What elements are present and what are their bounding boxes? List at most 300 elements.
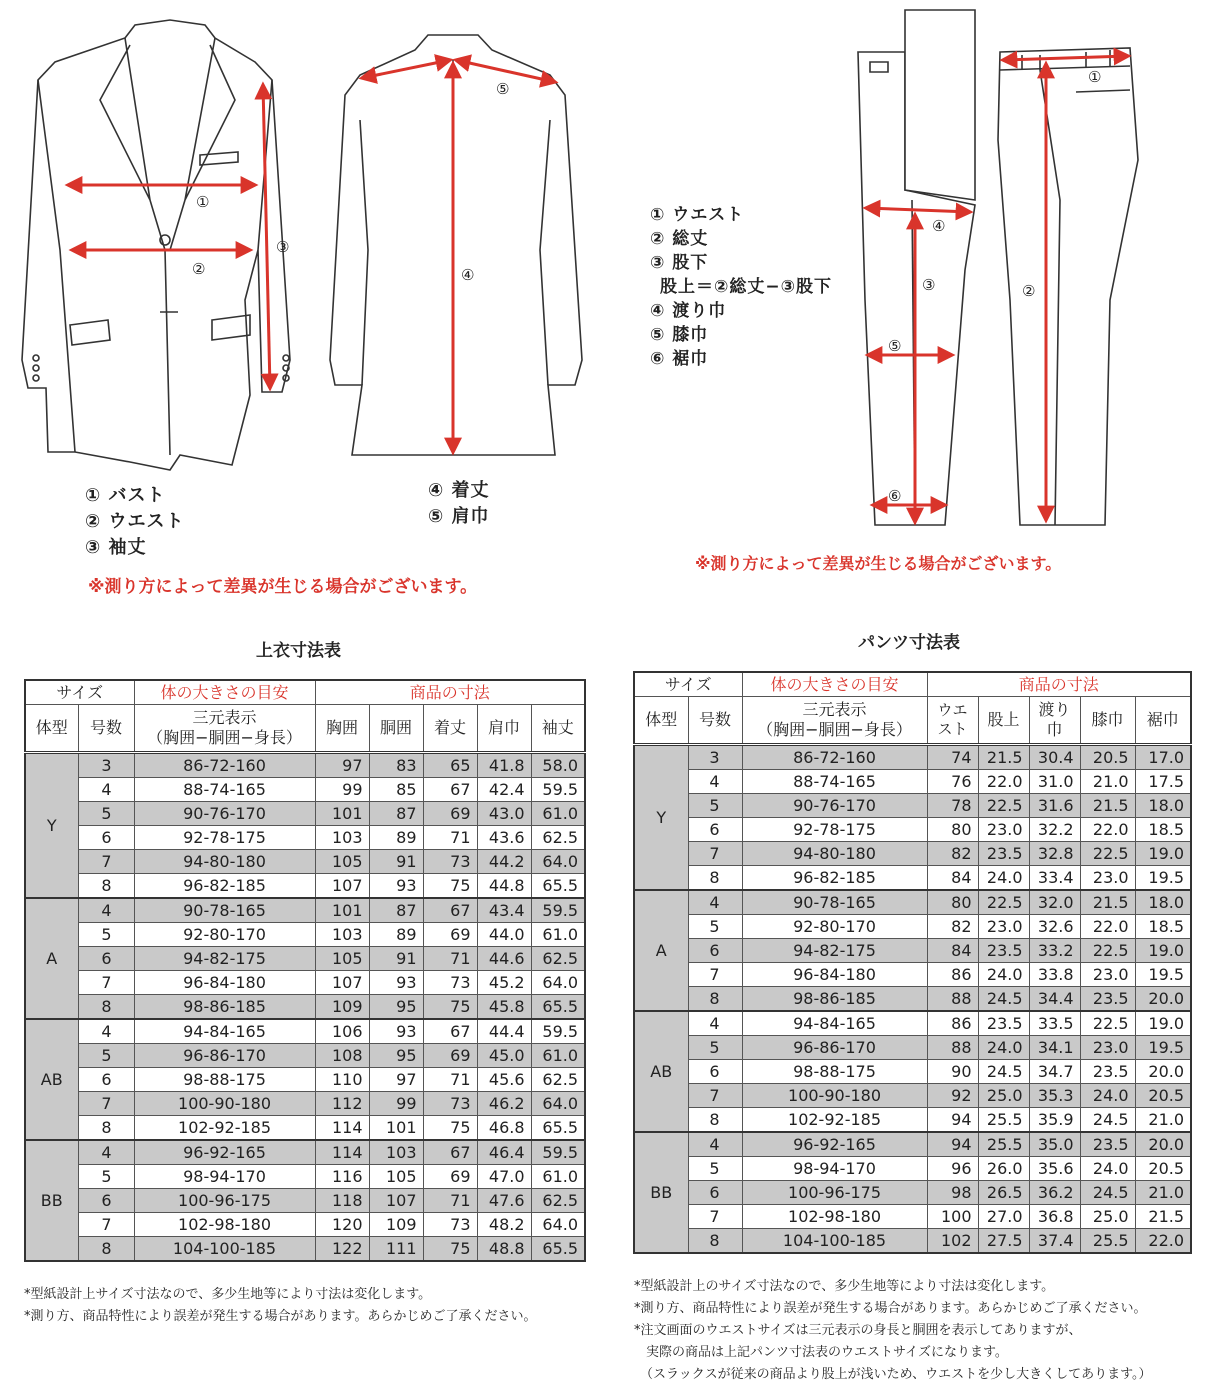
measurement-cell: 41.8	[477, 753, 531, 778]
measurement-cell: 107	[369, 1189, 423, 1213]
footnote: *注文画面のウエストサイズは三元表示の身長と胴囲を表示してありますが、	[634, 1323, 1082, 1338]
measurement-cell: 22.0	[1080, 818, 1135, 842]
measurement-cell: 23.0	[1080, 963, 1135, 987]
measurement-cell: 99	[315, 778, 369, 802]
jacket-table-body	[25, 753, 585, 1262]
measurement-cell: 21.5	[1135, 1205, 1191, 1229]
measurement-cell: 73	[423, 1213, 477, 1237]
mark-3: ③	[276, 238, 290, 256]
measurement-cell: 91	[369, 850, 423, 874]
legend-item: 股上＝②総丈−③股下	[660, 277, 833, 297]
size-number-cell: 7	[78, 850, 134, 874]
measurement-cell: 64.0	[531, 1092, 585, 1116]
size-number-cell: 7	[688, 1205, 742, 1229]
measurement-cell: 89	[369, 923, 423, 947]
sanmoto-cell: 102-92-185	[742, 1108, 927, 1133]
measurement-cell: 58.0	[531, 753, 585, 778]
measurement-cell: 67	[423, 898, 477, 923]
measurement-cell: 108	[315, 1044, 369, 1068]
measurement-cell: 20.5	[1135, 1084, 1191, 1108]
size-number-cell: 5	[78, 1165, 134, 1189]
measurement-cell: 94	[927, 1132, 978, 1157]
footnote: *型紙設計上サイズ寸法なので、多少生地等により寸法は変化します。	[24, 1287, 432, 1302]
measurement-cell: 59.5	[531, 898, 585, 923]
legend-item: ① ウエスト	[650, 205, 745, 225]
size-number-cell: 8	[78, 1237, 134, 1262]
measurement-cell: 65.5	[531, 1116, 585, 1141]
jacket-front-marks	[192, 193, 289, 278]
header-col: 着丈	[423, 705, 477, 753]
measurement-cell: 33.2	[1029, 939, 1080, 963]
measurement-cell: 25.5	[978, 1132, 1029, 1157]
footnote: *型紙設計上のサイズ寸法なので、多少生地等により寸法は変化します。	[634, 1279, 1055, 1294]
measurement-cell: 19.0	[1135, 1011, 1191, 1036]
measurement-cell: 19.5	[1135, 866, 1191, 891]
sanmoto-cell: 90-78-165	[742, 890, 927, 915]
measurement-cell: 76	[927, 770, 978, 794]
sanmoto-cell: 94-82-175	[742, 939, 927, 963]
measurement-cell: 47.6	[477, 1189, 531, 1213]
measurement-cell: 26.0	[978, 1157, 1029, 1181]
measurement-cell: 42.4	[477, 778, 531, 802]
sanmoto-cell: 100-90-180	[742, 1084, 927, 1108]
pants-table-body	[634, 745, 1191, 1254]
measurement-cell: 44.2	[477, 850, 531, 874]
sanmoto-cell: 96-82-185	[742, 866, 927, 891]
measurement-cell: 74	[927, 745, 978, 770]
measurement-cell: 24.0	[978, 1036, 1029, 1060]
measurement-cell: 103	[369, 1140, 423, 1165]
measurement-cell: 46.8	[477, 1116, 531, 1141]
sanmoto-cell: 96-92-165	[742, 1132, 927, 1157]
sanmoto-cell: 86-72-160	[742, 745, 927, 770]
mark-p5: ⑤	[888, 337, 902, 355]
measurement-cell: 22.5	[1080, 842, 1135, 866]
table-row	[25, 1213, 585, 1237]
measurement-cell: 62.5	[531, 1189, 585, 1213]
measurement-cell: 25.5	[978, 1108, 1029, 1133]
measurement-cell: 24.5	[1080, 1108, 1135, 1133]
measurement-cell: 65.5	[531, 874, 585, 899]
size-number-cell: 8	[688, 987, 742, 1012]
measurement-cell: 46.2	[477, 1092, 531, 1116]
measurement-cell: 75	[423, 1116, 477, 1141]
measurement-cell: 67	[423, 1140, 477, 1165]
size-number-cell: 7	[688, 842, 742, 866]
header-body: 体の大きさの目安	[134, 680, 315, 705]
table-row	[634, 818, 1191, 842]
sanmoto-cell: 90-76-170	[742, 794, 927, 818]
measurement-cell: 101	[315, 802, 369, 826]
measurement-cell: 71	[423, 826, 477, 850]
measurement-cell: 64.0	[531, 971, 585, 995]
measurement-cell: 23.5	[1080, 1060, 1135, 1084]
pants-table-title: パンツ寸法表	[858, 633, 960, 653]
measurement-cell: 69	[423, 923, 477, 947]
body-type-cell: Y	[25, 753, 78, 899]
table-row	[634, 987, 1191, 1012]
sanmoto-cell: 96-86-170	[134, 1044, 315, 1068]
measurement-cell: 32.0	[1029, 890, 1080, 915]
measurement-cell: 87	[369, 802, 423, 826]
size-number-cell: 7	[78, 1213, 134, 1237]
mark-p3: ③	[922, 276, 936, 294]
jacket-measure-note: ※測り方によって差異が生じる場合がございます。	[88, 577, 478, 597]
measurement-cell: 22.0	[1135, 1229, 1191, 1254]
measurement-cell: 18.5	[1135, 818, 1191, 842]
measurement-cell: 19.5	[1135, 963, 1191, 987]
measurement-cell: 22.5	[978, 890, 1029, 915]
sanmoto-cell: 104-100-185	[742, 1229, 927, 1254]
table-row	[634, 1011, 1191, 1036]
header-sanmoto	[742, 697, 927, 745]
measurement-cell: 24.5	[1080, 1181, 1135, 1205]
table-row	[25, 898, 585, 923]
measurement-cell: 80	[927, 890, 978, 915]
measurement-cell: 24.0	[978, 963, 1029, 987]
header-sanmoto	[134, 705, 315, 753]
measurement-cell: 109	[369, 1213, 423, 1237]
table-row	[25, 826, 585, 850]
measurement-cell: 109	[315, 995, 369, 1020]
table-row	[25, 874, 585, 899]
measurement-cell: 19.0	[1135, 939, 1191, 963]
measurement-cell: 43.6	[477, 826, 531, 850]
pants-measure-note: ※測り方によって差異が生じる場合がございます。	[695, 554, 1062, 573]
pants-size-table	[633, 671, 1192, 1254]
size-number-cell: 7	[78, 971, 134, 995]
sanmoto-cell: 100-96-175	[134, 1189, 315, 1213]
table-row	[634, 1036, 1191, 1060]
table-row	[634, 963, 1191, 987]
table-row	[634, 1181, 1191, 1205]
sanmoto-cell: 90-78-165	[134, 898, 315, 923]
measurement-cell: 22.5	[1080, 939, 1135, 963]
size-number-cell: 4	[78, 1140, 134, 1165]
measurement-cell: 31.6	[1029, 794, 1080, 818]
sanmoto-cell: 94-80-180	[742, 842, 927, 866]
table-row	[25, 778, 585, 802]
measurement-cell: 32.2	[1029, 818, 1080, 842]
table-row	[634, 1229, 1191, 1254]
header-type: 体型	[634, 697, 688, 745]
size-number-cell: 4	[688, 890, 742, 915]
size-number-cell: 4	[688, 770, 742, 794]
measurement-cell: 118	[315, 1189, 369, 1213]
sanmoto-cell: 94-84-165	[742, 1011, 927, 1036]
header-col: 股上	[978, 697, 1029, 745]
jacket-size-table	[24, 679, 586, 1262]
measurement-cell: 20.0	[1135, 1060, 1191, 1084]
table-row	[25, 1019, 585, 1044]
jacket-back-legend	[428, 478, 490, 530]
measurement-cell: 85	[369, 778, 423, 802]
sanmoto-sub: （胸囲−胴囲−身長）	[147, 728, 302, 747]
table-row	[634, 770, 1191, 794]
table-row	[25, 1165, 585, 1189]
measurement-cell: 67	[423, 1019, 477, 1044]
sanmoto-cell: 98-94-170	[742, 1157, 927, 1181]
size-number-cell: 5	[78, 1044, 134, 1068]
sanmoto-cell: 90-76-170	[134, 802, 315, 826]
body-type-cell: BB	[25, 1140, 78, 1261]
body-type-cell: A	[25, 898, 78, 1019]
body-type-cell: AB	[25, 1019, 78, 1140]
measurement-cell: 23.5	[978, 1011, 1029, 1036]
measurement-cell: 59.5	[531, 1140, 585, 1165]
body-type-cell: AB	[634, 1011, 688, 1132]
measurement-cell: 45.8	[477, 995, 531, 1020]
measurement-cell: 20.5	[1135, 1157, 1191, 1181]
header-col-text: ウエスト	[937, 701, 968, 738]
measurement-cell: 105	[315, 850, 369, 874]
measurement-cell: 103	[315, 923, 369, 947]
measurement-cell: 24.0	[978, 866, 1029, 891]
table-row	[634, 890, 1191, 915]
measurement-cell: 111	[369, 1237, 423, 1262]
table-row	[25, 947, 585, 971]
footnote: 実際の商品は上記パンツ寸法表のウエストサイズになります。	[646, 1345, 1008, 1360]
measurement-cell: 99	[369, 1092, 423, 1116]
measurement-cell: 69	[423, 1044, 477, 1068]
mark-p1: ①	[1088, 68, 1102, 86]
sanmoto-cell: 92-78-175	[742, 818, 927, 842]
measurement-cell: 33.4	[1029, 866, 1080, 891]
sanmoto-cell: 98-94-170	[134, 1165, 315, 1189]
legend-item: ① バスト	[85, 485, 166, 506]
measurement-cell: 25.5	[1080, 1229, 1135, 1254]
measurement-cell: 96	[927, 1157, 978, 1181]
measurement-cell: 107	[315, 971, 369, 995]
table-row	[634, 745, 1191, 770]
sanmoto-cell: 96-86-170	[742, 1036, 927, 1060]
table-row	[25, 1116, 585, 1141]
sanmoto-cell: 102-98-180	[134, 1213, 315, 1237]
sanmoto-label: 三元表示	[192, 708, 257, 727]
measurement-cell: 91	[369, 947, 423, 971]
measurement-cell: 97	[315, 753, 369, 778]
measurement-cell: 86	[927, 1011, 978, 1036]
header-col: 胴囲	[369, 705, 423, 753]
table-row	[25, 995, 585, 1020]
measurement-cell: 20.0	[1135, 1132, 1191, 1157]
legend-item: ③ 股下	[650, 253, 709, 273]
table-row	[634, 1157, 1191, 1181]
size-number-cell: 6	[78, 947, 134, 971]
sanmoto-cell: 96-92-165	[134, 1140, 315, 1165]
measurement-cell: 34.7	[1029, 1060, 1080, 1084]
measurement-cell: 105	[369, 1165, 423, 1189]
table-row	[634, 1108, 1191, 1133]
measurement-cell: 48.8	[477, 1237, 531, 1262]
measurement-cell: 45.6	[477, 1068, 531, 1092]
measurement-cell: 19.5	[1135, 1036, 1191, 1060]
measurement-cell: 27.5	[978, 1229, 1029, 1254]
measurement-cell: 90	[927, 1060, 978, 1084]
measurement-cell: 83	[369, 753, 423, 778]
measurement-cell: 23.5	[978, 939, 1029, 963]
measurement-cell: 21.5	[978, 745, 1029, 770]
measurement-cell: 34.1	[1029, 1036, 1080, 1060]
measurement-cell: 45.2	[477, 971, 531, 995]
measurement-cell: 93	[369, 1019, 423, 1044]
header-col: 膝巾	[1080, 697, 1135, 745]
measurement-cell: 89	[369, 826, 423, 850]
measurement-cell: 32.6	[1029, 915, 1080, 939]
measurement-cell: 101	[315, 898, 369, 923]
measurement-cell: 22.0	[978, 770, 1029, 794]
measurement-cell: 75	[423, 1237, 477, 1262]
jacket-back-diagram	[330, 35, 582, 455]
measurement-cell: 92	[927, 1084, 978, 1108]
table-row	[25, 1189, 585, 1213]
mark-p2: ②	[1022, 282, 1036, 300]
pants-footnotes	[634, 1276, 1152, 1386]
header-body: 体の大きさの目安	[742, 672, 927, 697]
measurement-cell: 73	[423, 1092, 477, 1116]
table-row	[25, 802, 585, 826]
measurement-cell: 26.5	[978, 1181, 1029, 1205]
size-number-cell: 7	[688, 963, 742, 987]
legend-item: ⑤ 膝巾	[650, 325, 709, 345]
size-number-cell: 6	[688, 1060, 742, 1084]
body-type-cell: A	[634, 890, 688, 1011]
sanmoto-cell: 98-88-175	[134, 1068, 315, 1092]
measurement-cell: 22.5	[978, 794, 1029, 818]
sanmoto-cell: 98-86-185	[134, 995, 315, 1020]
measurement-cell: 62.5	[531, 826, 585, 850]
measurement-cell: 61.0	[531, 1044, 585, 1068]
measurement-cell: 88	[927, 987, 978, 1012]
measurement-cell: 61.0	[531, 923, 585, 947]
mark-4: ④	[461, 266, 475, 284]
sanmoto-cell: 94-82-175	[134, 947, 315, 971]
measurement-cell: 59.5	[531, 1019, 585, 1044]
measurement-cell: 21.0	[1135, 1108, 1191, 1133]
header-size: サイズ	[25, 680, 134, 705]
measurement-cell: 94	[927, 1108, 978, 1133]
measurement-cell: 20.5	[1080, 745, 1135, 770]
size-number-cell: 6	[78, 826, 134, 850]
measurement-cell: 73	[423, 971, 477, 995]
measurement-cell: 33.5	[1029, 1011, 1080, 1036]
table-row	[25, 971, 585, 995]
measurement-cell: 61.0	[531, 802, 585, 826]
size-number-cell: 3	[78, 753, 134, 778]
measurement-cell: 114	[315, 1140, 369, 1165]
measurement-cell: 65.5	[531, 995, 585, 1020]
size-number-cell: 6	[78, 1068, 134, 1092]
jacket-footnotes	[24, 1284, 536, 1328]
size-number-cell: 4	[688, 1011, 742, 1036]
header-product: 商品の寸法	[927, 672, 1191, 697]
measurement-cell: 75	[423, 874, 477, 899]
size-number-cell: 5	[688, 794, 742, 818]
size-number-cell: 5	[688, 1157, 742, 1181]
measurement-cell: 62.5	[531, 1068, 585, 1092]
measurement-cell: 47.0	[477, 1165, 531, 1189]
measurement-cell: 18.0	[1135, 890, 1191, 915]
measurement-cell: 22.0	[1080, 915, 1135, 939]
sanmoto-cell: 102-98-180	[742, 1205, 927, 1229]
size-number-cell: 5	[688, 915, 742, 939]
measurement-cell: 88	[927, 1036, 978, 1060]
measurement-cell: 84	[927, 939, 978, 963]
measurement-cell: 17.0	[1135, 745, 1191, 770]
mark-2: ②	[192, 260, 206, 278]
header-col: 袖丈	[531, 705, 585, 753]
measurement-cell: 80	[927, 818, 978, 842]
measurement-cell: 122	[315, 1237, 369, 1262]
size-number-cell: 5	[78, 802, 134, 826]
measurement-cell: 25.0	[1080, 1205, 1135, 1229]
measurement-cell: 114	[315, 1116, 369, 1141]
measurement-cell: 23.0	[1080, 866, 1135, 891]
measurement-cell: 34.4	[1029, 987, 1080, 1012]
measurement-cell: 23.0	[1080, 1036, 1135, 1060]
table-row	[634, 1132, 1191, 1157]
measurement-cell: 73	[423, 850, 477, 874]
header-col	[927, 697, 978, 745]
table-row	[634, 842, 1191, 866]
sanmoto-cell: 92-80-170	[742, 915, 927, 939]
table-row	[25, 1068, 585, 1092]
jacket-front-diagram	[22, 20, 290, 470]
footnote: *測り方、商品特性により誤差が発生する場合があります。あらかじめご了承ください。	[634, 1301, 1147, 1316]
measurement-cell: 24.5	[978, 1060, 1029, 1084]
table-row	[25, 1140, 585, 1165]
pants-legend	[650, 203, 832, 371]
header-col-text: 渡り巾	[1038, 700, 1071, 739]
measurement-cell: 23.0	[978, 915, 1029, 939]
measurement-cell: 23.5	[1080, 1132, 1135, 1157]
measurement-cell: 30.4	[1029, 745, 1080, 770]
sanmoto-label: 三元表示	[802, 700, 867, 719]
measurement-cell: 44.8	[477, 874, 531, 899]
sanmoto-cell: 96-82-185	[134, 874, 315, 899]
size-number-cell: 6	[78, 1189, 134, 1213]
table-row	[634, 794, 1191, 818]
size-number-cell: 4	[78, 778, 134, 802]
measurement-cell: 65.5	[531, 1237, 585, 1262]
size-number-cell: 8	[688, 866, 742, 891]
measurement-cell: 23.0	[978, 818, 1029, 842]
measurement-cell: 120	[315, 1213, 369, 1237]
sanmoto-cell: 98-88-175	[742, 1060, 927, 1084]
measurement-cell: 32.8	[1029, 842, 1080, 866]
table-row	[25, 1237, 585, 1262]
header-col: 肩巾	[477, 705, 531, 753]
measurement-cell: 21.5	[1080, 890, 1135, 915]
measurement-cell: 64.0	[531, 850, 585, 874]
measurement-cell: 69	[423, 802, 477, 826]
table-row	[25, 923, 585, 947]
sanmoto-cell: 98-86-185	[742, 987, 927, 1012]
measurement-cell: 67	[423, 778, 477, 802]
measurement-cell: 33.8	[1029, 963, 1080, 987]
measurement-cell: 107	[315, 874, 369, 899]
sanmoto-cell: 96-84-180	[742, 963, 927, 987]
size-number-cell: 7	[688, 1084, 742, 1108]
size-number-cell: 4	[78, 898, 134, 923]
measurement-cell: 106	[315, 1019, 369, 1044]
sanmoto-cell: 86-72-160	[134, 753, 315, 778]
measurement-cell: 36.8	[1029, 1205, 1080, 1229]
measurement-cell: 44.4	[477, 1019, 531, 1044]
header-col: 胸囲	[315, 705, 369, 753]
header-col	[1029, 697, 1080, 745]
size-number-cell: 8	[78, 1116, 134, 1141]
